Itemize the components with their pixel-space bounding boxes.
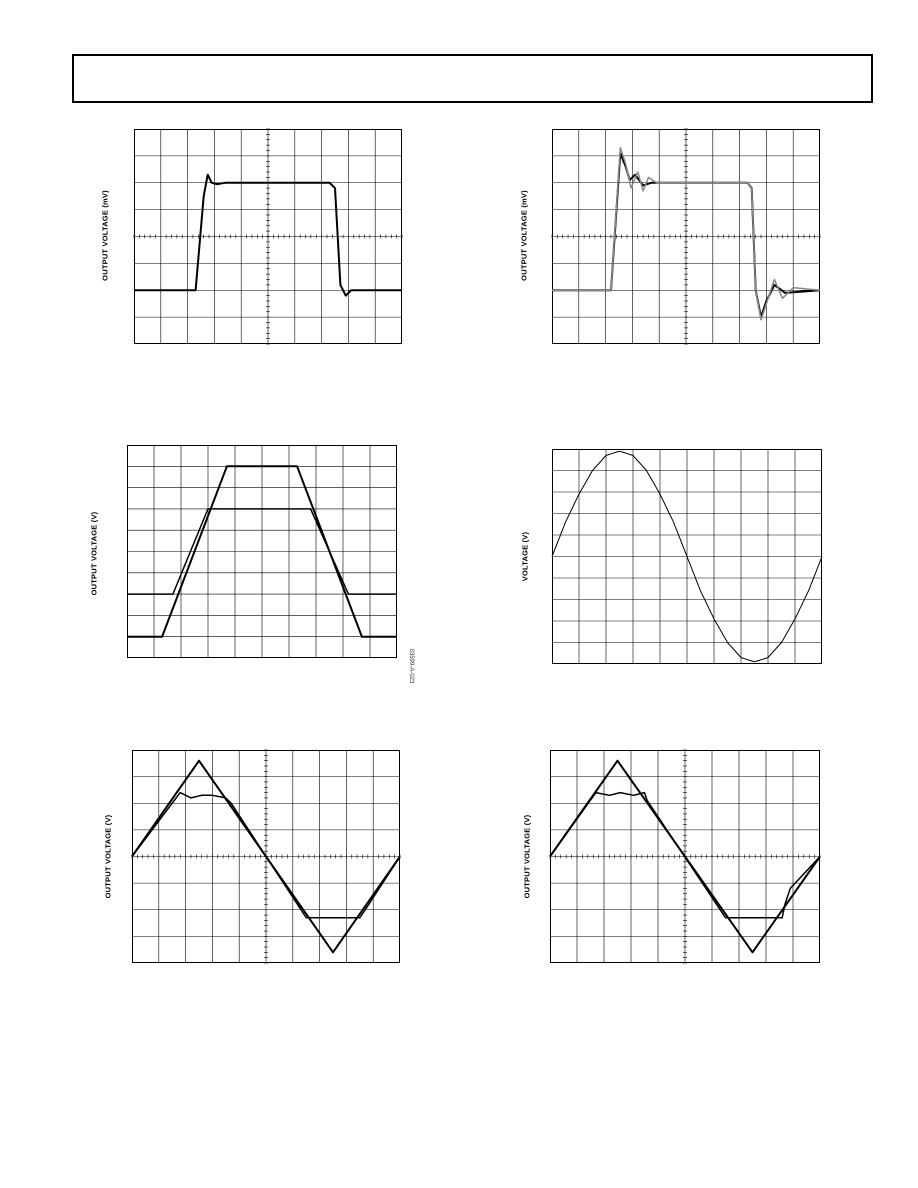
oscilloscope-plot-5 [132, 750, 400, 963]
grid [134, 129, 402, 344]
y-axis-label: OUTPUT VOLTAGE (mV) [100, 190, 110, 281]
oscilloscope-plot-2 [552, 129, 820, 344]
oscilloscope-plot-4 [552, 449, 822, 664]
oscilloscope-plot-6 [550, 750, 820, 963]
oscilloscope-plot-3 [127, 445, 397, 658]
y-axis-label: OUTPUT VOLTAGE (V) [103, 814, 113, 899]
y-axis-label: OUTPUT VOLTAGE (V) [89, 511, 99, 596]
y-axis-label: OUTPUT VOLTAGE (mV) [519, 190, 529, 281]
y-axis-label: VOLTAGE (V) [520, 531, 530, 582]
grid [127, 445, 397, 658]
page-header-box [72, 54, 873, 103]
oscilloscope-plot-1 [134, 129, 402, 344]
grid [552, 129, 820, 344]
y-axis-label: OUTPUT VOLTAGE (V) [522, 814, 532, 899]
figure-number: 03599-A-023 [408, 648, 414, 684]
